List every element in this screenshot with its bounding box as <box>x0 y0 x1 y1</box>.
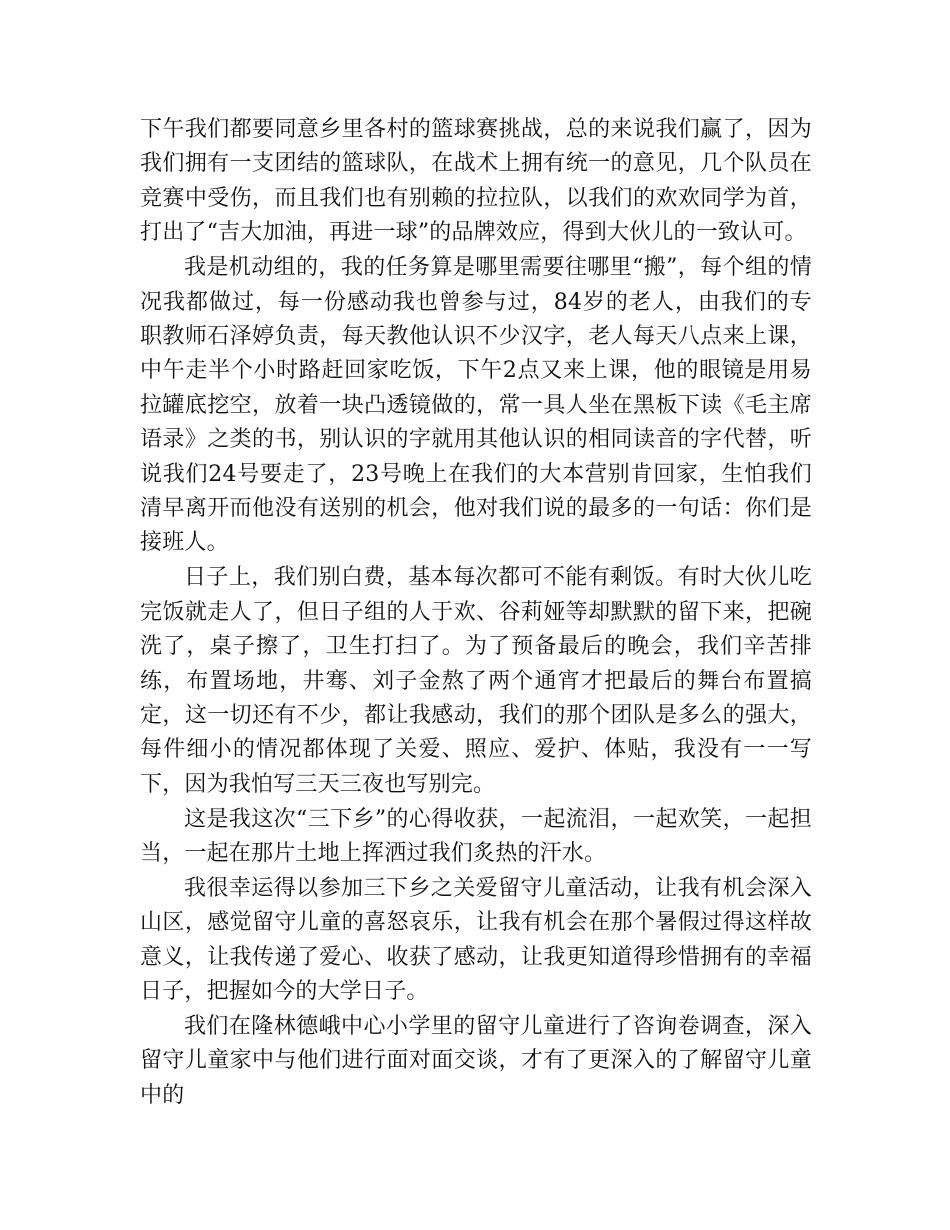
paragraph-basketball: 下午我们都要同意乡里各村的篮球赛挑战，总的来说我们赢了，因为我们拥有一支团结的篮球队，在战术上拥有统一的意见，几个队员在竞赛中受伤，而且我们也有别赖的拉拉队，以我们的欢欢同学为首，打出了“吉大加油，再进一球”的品牌效应，得到大伙儿的一致认可。 <box>140 117 812 246</box>
paragraph-left-behind-children: 我很幸运得以参加三下乡之关爱留守儿童活动，让我有机会深入山区，感觉留守儿童的喜怒哀乐，让我有机会在那个暑假过得这样故意义，让我传递了爱心、收获了感动，让我更知道得珍惜拥有的幸福日子，把握如今的大学日子。 <box>140 875 812 1005</box>
paragraph-daily-life: 日子上，我们别白费，基本每次都可不能有剩饭。有时大伙儿吃完饭就走人了，但日子组的人于欢、谷莉娅等却默默的留下来，把碗洗了，桌子擦了，卫生打扫了。为了预备最后的晚会，我们辛苦排练，布置场地，井骞、刘子金熬了两个通宵才把最后的舞台布置搞定，这一切还有不少，都让我感动，我们的那个团队是多么的强大，每件细小的情况都体现了关爱、照应、爱护、体贴，我没有一一写下，因为我怕写三天三夜也写别完。 <box>140 565 812 797</box>
paragraph-survey: 我们在隆林德峨中心小学里的留守儿童进行了咨询卷调查，深入留守儿童家中与他们进行面对面交谈，才有了更深入的了解留守儿童中的 <box>140 1014 812 1108</box>
paragraph-mobile-group: 我是机动组的，我的任务算是哪里需要往哪里“搬”，每个组的情况我都做过，每一份感动我也曾参与过，84岁的老人，由我们的专职教师石泽婷负责，每天教他认识不少汉字，老人每天八点来上课，中午走半个小时路赶回家吃饭，下午2点又来上课，他的眼镜是用易拉罐底挖空，放着一块凸透镜做的，常一具人坐在黑板下读《毛主席语录》之类的书，别认识的字就用其他认识的相同读音的字代替，听说我们24号要走了，23号晚上在我们的大本营别肯回家，生怕我们清早离开而他没有送别的机会，他对我们说的最多的一句话：你们是接班人。 <box>140 255 812 556</box>
document-body <box>140 113 812 1113</box>
paragraph-summary: 这是我这次“三下乡”的心得收获，一起流泪，一起欢笑，一起担当，一起在那片土地上挥洒过我们炙热的汗水。 <box>140 806 812 867</box>
